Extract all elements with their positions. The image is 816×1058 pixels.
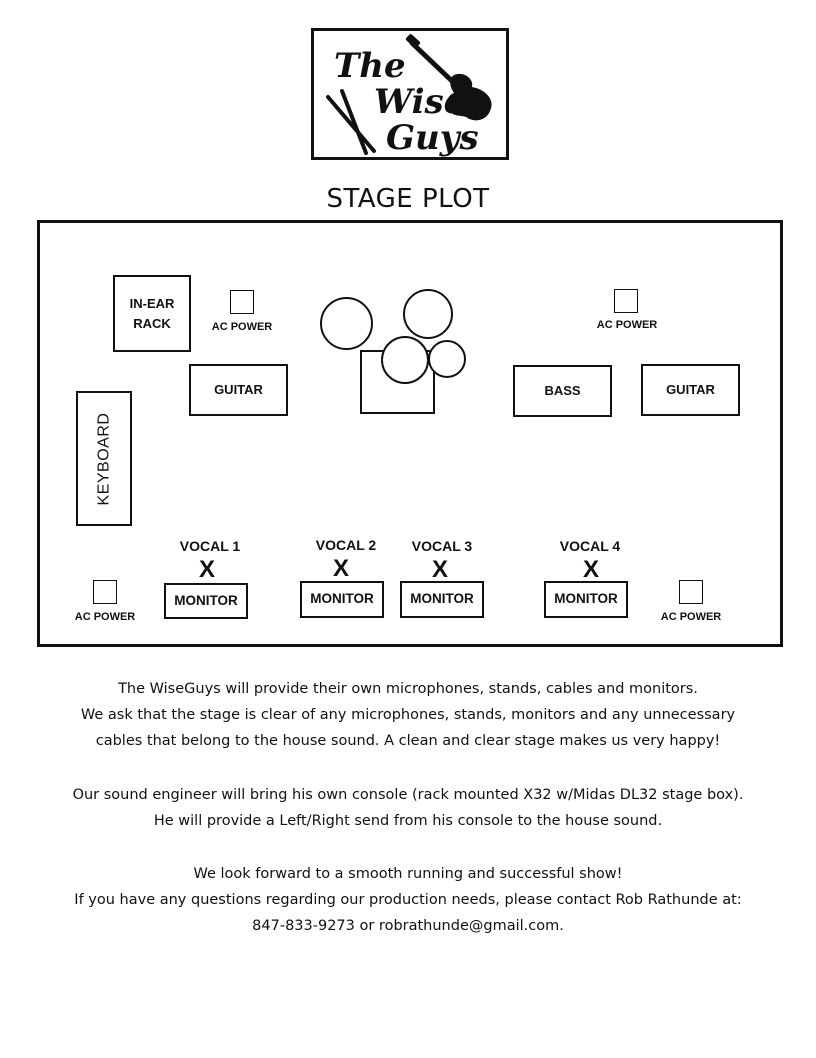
ac-power-outlet-icon [230,290,254,314]
guitar-amp-right-label: GUITAR [666,382,715,398]
text-line: cables that belong to the house sound. A clean and clear stage makes us very happy! [95,733,721,749]
drum-cymbal-right [403,289,453,339]
vocal-2-label: VOCAL 2 [315,537,377,553]
band-logo [311,28,509,160]
logo-text-guys: Guys [386,118,479,157]
logo-text-wise: Wise [374,82,466,122]
monitor-wedge [164,583,248,619]
monitor-label: MONITOR [410,591,474,607]
paragraph-console [0,782,816,834]
text-line: If you have any questions regarding our production needs, please contact Rob Rathunde at: [74,892,742,908]
ac-power-outlet-icon [93,580,117,604]
text-line: He will provide a Left/Right send from his console to the house sound. [153,813,663,829]
vocal-1-mark: X [199,556,216,583]
guitar-amp-right [641,364,740,416]
in-ear-rack-label: IN-EAR RACK [129,296,175,331]
paragraph-contact [0,861,816,939]
ac-power-label: AC POWER [74,611,136,623]
drum-tom [381,336,429,384]
monitor-wedge [300,581,384,618]
text-line: We ask that the stage is clear of any microphones, stands, monitors and any unnecessary [80,707,736,723]
vocal-2-mark: X [333,555,350,582]
paragraph-requirements [0,676,816,754]
bass-amp [513,365,612,417]
vocal-4-label: VOCAL 4 [559,538,621,554]
text-line: We look forward to a smooth running and successful show! [193,866,623,882]
monitor-label: MONITOR [554,591,618,607]
vocal-3-label: VOCAL 3 [411,538,473,554]
ac-power-label: AC POWER [211,321,273,333]
bass-amp-label: BASS [544,383,581,399]
monitor-label: MONITOR [310,591,374,607]
drum-cymbal-left [320,297,373,350]
guitar-amp-left-label: GUITAR [214,382,263,398]
ac-power-outlet-icon [614,289,638,313]
page-title: STAGE PLOT [326,184,490,214]
ac-power-label: AC POWER [660,611,722,623]
vocal-3-mark: X [432,556,449,583]
monitor-wedge [400,581,484,618]
logo-artwork [314,31,506,157]
text-line: The WiseGuys will provide their own microphones, stands, cables and monitors. [118,681,698,697]
vocal-4-mark: X [583,556,600,583]
monitor-label: MONITOR [174,592,238,608]
drum-floor-tom [428,340,466,378]
guitar-amp-left [189,364,288,416]
in-ear-rack [113,275,191,352]
logo-text-the: The [334,46,406,86]
monitor-wedge [544,581,628,618]
ac-power-outlet-icon [679,580,703,604]
text-line: Our sound engineer will bring his own console (rack mounted X32 w/Midas DL32 stage box). [72,787,744,803]
keyboard [76,391,132,526]
vocal-1-label: VOCAL 1 [179,538,241,554]
contact-line: 847-833-9273 or robrathunde@gmail.com. [252,918,564,934]
keyboard-label: KEYBOARD [95,412,113,505]
drumsticks-icon [328,91,374,153]
ac-power-label: AC POWER [596,319,658,331]
